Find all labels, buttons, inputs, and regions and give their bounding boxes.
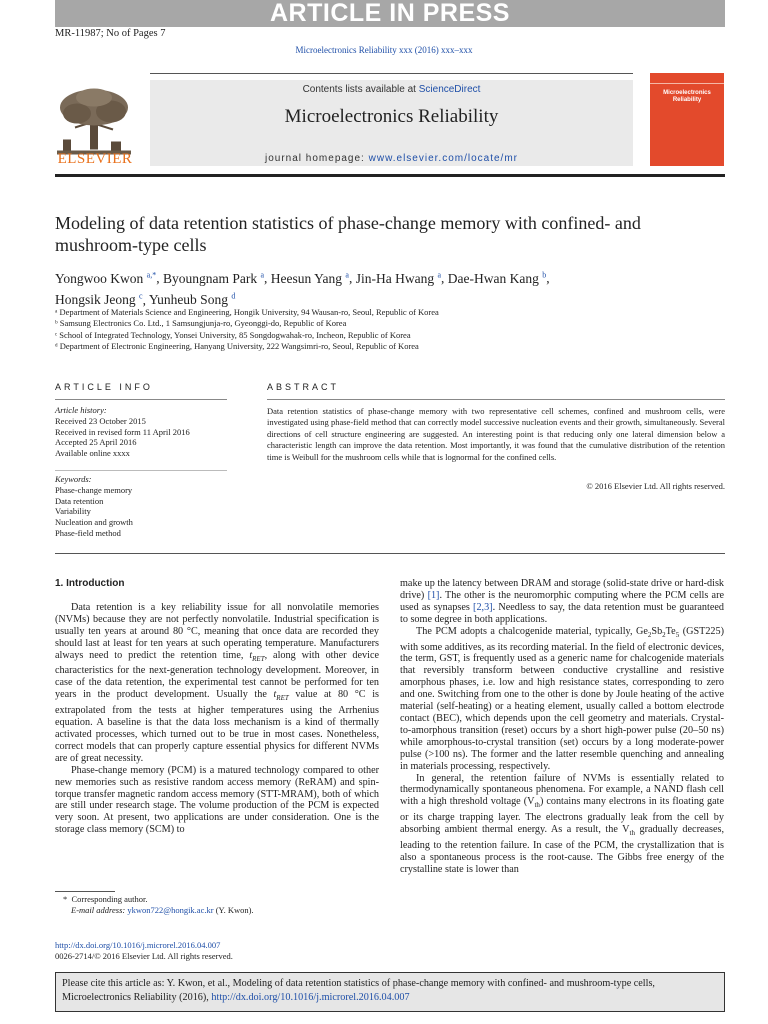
- affiliations: [55, 307, 725, 352]
- journal-homepage-line: [150, 153, 633, 164]
- citation-doi-link[interactable]: http://dx.doi.org/10.1016/j.microrel.2016.04.007: [211, 992, 410, 1003]
- email-label: E-mail address:: [71, 905, 128, 915]
- body-left-column: [55, 578, 379, 836]
- corresponding-author: Corresponding author.: [71, 894, 148, 904]
- affiliation: ᵈ Department of Electronic Engineering, Hanyang University, 222 Wangsimri-ro, Seoul, Republic of Korea: [55, 340, 419, 351]
- paragraph: Phase-change memory (PCM) is a matured technology compared to other new memories such as resistive random access memory (ReRAM) and spin-torque transfer magnetic random access memory (STT-MRAM), both of which are still under research stage. The volume production of the PCM is expected very soon. At present, two applications are under consideration. One is the storage class memory (SCM) to: [55, 764, 379, 836]
- cover-band: [650, 83, 724, 84]
- banner-text: ARTICLE IN PRESS: [270, 0, 510, 27]
- section-divider: [55, 553, 725, 554]
- doi-link[interactable]: http://dx.doi.org/10.1016/j.microrel.2016.04.007: [55, 940, 221, 950]
- homepage-prefix: journal homepage:: [265, 153, 369, 164]
- citation-box: [55, 972, 725, 1012]
- keyword: Variability: [55, 506, 91, 517]
- author-list: Yongwoo Kwon $^{a,*}$, Byoungnam Park $^a$, Heesun Yang $^a$, Jin-Ha Hwang $^a$, Dae-Hwan Kang $^b$, Hongsik Jeong $^c$, Yunheub Song $^d$: [55, 270, 550, 307]
- affiliation: ᵃ Department of Materials Science and Engineering, Hongik University, 94 Wausan-ro, Seoul, Republic of Korea: [55, 307, 439, 317]
- paragraph: Data retention is a key reliability issue for all nonvolatile memories (NVMs) because they are not perfectly nonvolatile. Industrial specification is usually ten years at around 80 °C, meaning that once data are recorded they should last at least for ten years at such operating temperature. Manufacturers always need to predict the retention time, $t_{RET}$, along with other device characteristics for the next-generation technology development. Moreover, in case of the data retention, the experimental test cannot be performed for ten years in the product development. Usually the $t_{RET}$ value at 80 °C is extrapolated from the tests at higher temperatures using the Arrhenius equation. A baseline is that the data loss mechanism is a kind of thermally activated processes, which turned out to be true in most cases. Nonetheless, correct models that can properly capture essential physics for different NVMs are of great necessity.: [55, 601, 379, 764]
- section-heading: 1. Introduction: [55, 578, 125, 589]
- history-label: Article history:: [55, 405, 107, 415]
- paper-title: Modeling of data retention statistics of phase-change memory with confined- and mushroom-type cells: [55, 213, 641, 255]
- author[interactable]: Heesun Yang $^a$: [270, 270, 349, 286]
- abstract-heading: ABSTRACT: [267, 382, 340, 392]
- abstract-copyright: © 2016 Elsevier Ltd. All rights reserved.: [586, 481, 725, 491]
- author[interactable]: Byoungnam Park $^a$: [162, 270, 265, 286]
- author[interactable]: Jin-Ha Hwang $^a$: [355, 270, 442, 286]
- manuscript-id: MR-11987; No of Pages 7: [55, 28, 166, 39]
- email-link[interactable]: ykwon722@hongik.ac.kr: [127, 905, 214, 915]
- abstract-rule: [267, 399, 725, 400]
- reference-link[interactable]: [2,3]: [473, 601, 493, 613]
- affiliation: ᵇ Samsung Electronics Co. Ltd., 1 Samsungjunja-ro, Gyeonggi-do, Republic of Korea: [55, 318, 347, 329]
- abstract-text: Data retention statistics of phase-change memory with two representative cell schemes, confined and mushroom cells, were investigated using phase-field method that can correctly model successive nucleation events and their growth, simultaneously. Several directions of cell structure engineering are suggested. An interesting point is that reducing only one lateral dimension below a characteristic length can improve the data retention. Most importantly, it was found that the cumulative distribution of the retention time is Weibull for the mushroom cells while that is lognormal for the confined cells.: [267, 406, 725, 462]
- body-right-column: [400, 578, 724, 876]
- keyword: Phase-change memory: [55, 484, 133, 495]
- keywords-rule: [55, 470, 227, 471]
- citation-text: Please cite this article as: Y. Kwon, et al., Modeling of data retention statistics of phase-change memory with confined- and mushroom-type cells, Microelectronics Reliability (2016), http://dx.doi.org/10.1016/j.microrel.2016.04.007: [62, 978, 655, 1003]
- author[interactable]: Yongwoo Kwon $^{a,*}$: [55, 270, 157, 286]
- masthead-top-rule: [150, 73, 633, 74]
- paragraph: make up the latency between DRAM and storage (solid-state drive or hard-disk drive) [1]. The other is the neuromorphic computing where the PCM cells are used as synapses [2,3]. Needless to say, the data retention must be guaranteed to some degree in both applications.: [400, 578, 724, 625]
- footnote-rule: [55, 891, 115, 892]
- article-in-press-banner: [55, 0, 725, 27]
- doi-block: [55, 940, 233, 962]
- footnote-marker: *: [63, 894, 68, 904]
- reference-link[interactable]: [1]: [427, 589, 440, 601]
- issn-line: 0026-2714/© 2016 Elsevier Ltd. All rights reserved.: [55, 951, 233, 961]
- sciencedirect-link[interactable]: ScienceDirect: [418, 84, 481, 95]
- contents-line: [150, 84, 633, 95]
- paragraph: The PCM adopts a chalcogenide material, typically, $Ge_2Sb_2Te_5$ (GST225) with some additives, as its recording material. In the field of electronic devices, the term, GST, is frequently used as a generic name for chalcogenide materials that reversibly transform between conductive crystalline and resistive amorphous phases, i.e. low and high resistance states, corresponding to zero and one. Switching from one to the other is done by Joule heating of the active material (self-heating) or a heating element, usually called a bottom electrode contact (BEC), which depends upon the cell geometry and materials. Crystal-to-amorphous transition (reset) occurs by a short high-power pulse (20–50 ns) while amorphous-to-crystal transition (set) occurs by a long moderate-power pulse (>100 ns). The former and the latter resemble quenching and annealing in materials processing, respectively.: [400, 625, 725, 772]
- keywords-label: Keywords:: [55, 474, 92, 484]
- email-suffix: (Y. Kwon).: [213, 905, 254, 915]
- elsevier-wordmark[interactable]: ELSEVIER: [57, 151, 133, 167]
- journal-cover-thumbnail[interactable]: [650, 73, 724, 166]
- keyword: Data retention: [55, 495, 104, 506]
- cover-title: Microelectronics Reliability: [663, 90, 711, 103]
- history-item: Accepted 25 April 2016: [55, 437, 137, 448]
- author[interactable]: Dae-Hwan Kang $^b$: [447, 270, 547, 286]
- journal-reference-link[interactable]: Microelectronics Reliability xxx (2016) xxx–xxx: [295, 45, 473, 55]
- homepage-link[interactable]: www.elsevier.com/locate/mr: [368, 153, 518, 164]
- author[interactable]: Hongsik Jeong $^c$: [55, 291, 143, 307]
- footnote: [63, 894, 254, 916]
- paragraph: In general, the retention failure of NVMs is essentially related to thermodynamically spontaneous phenomena. For example, a NAND flash cell with a high threshold voltage $(V_{th})$ contains many electrons in its floating gate or its charge trapping layer. The electrons gradually leak from the cell by absorbing ambient thermal energy. As a result, the $V_{th}$ gradually decreases, leading to the retention failure. In case of the PCM, the crystallization that is also a spontaneous process is the root-cause. The Gibbs free energy of the crystalline state is lower than: [400, 772, 725, 875]
- history-item: Received 23 October 2015: [55, 415, 146, 426]
- keyword: Phase-field method: [55, 527, 121, 538]
- history-item: Received in revised form 11 April 2016: [55, 426, 190, 437]
- journal-title[interactable]: Microelectronics Reliability: [284, 106, 499, 127]
- article-info-heading: ARTICLE INFO: [55, 382, 153, 392]
- affiliation: ᶜ School of Integrated Technology, Yonsei University, 85 Songdogwahak-ro, Incheon, Republic of Korea: [55, 329, 411, 340]
- author[interactable]: Yunheub Song $^d$: [148, 291, 236, 307]
- keyword: Nucleation and growth: [55, 517, 133, 528]
- masthead-bottom-rule: [55, 174, 725, 177]
- history-item: Available online xxxx: [55, 448, 130, 459]
- article-info-rule: [55, 399, 227, 400]
- article-history: [55, 405, 190, 459]
- contents-prefix: Contents lists available at: [302, 84, 419, 95]
- keywords: [55, 474, 133, 539]
